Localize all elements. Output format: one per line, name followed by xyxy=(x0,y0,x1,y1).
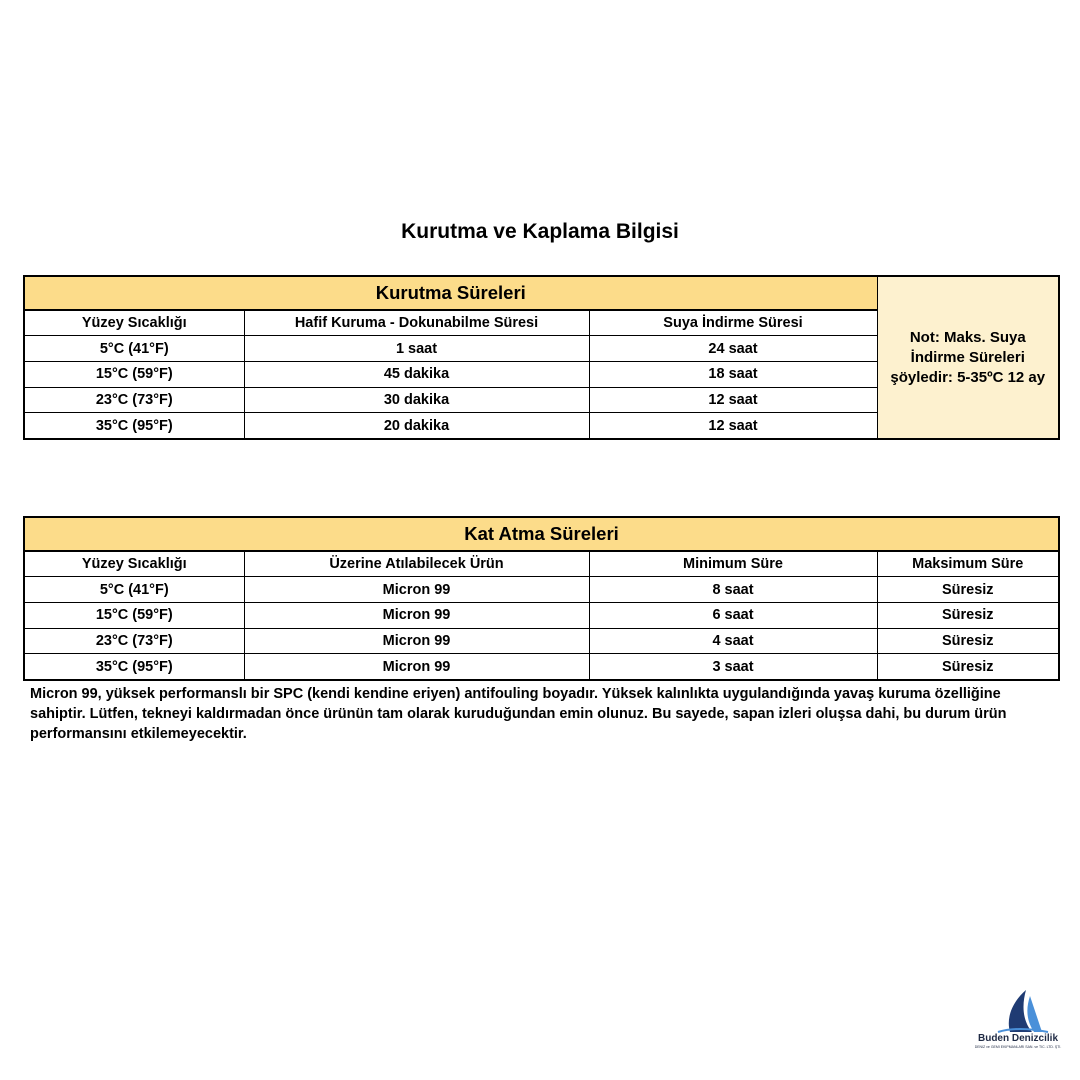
recoat-header-row xyxy=(24,551,1059,577)
column-header: Üzerine Atılabilecek Ürün xyxy=(244,551,589,577)
table-cell: 30 dakika xyxy=(244,387,589,413)
company-logo xyxy=(968,988,1072,1056)
table-cell: 1 saat xyxy=(244,336,589,362)
table-row xyxy=(24,577,1059,603)
recoat-times-table xyxy=(23,516,1060,681)
drying-table-heading: Kurutma Süreleri xyxy=(24,276,877,310)
column-header: Suya İndirme Süresi xyxy=(589,310,877,336)
column-header: Maksimum Süre xyxy=(877,551,1059,577)
column-header: Yüzey Sıcaklığı xyxy=(24,551,244,577)
table-cell: 4 saat xyxy=(589,628,877,654)
sailboat-icon xyxy=(968,988,1068,1034)
logo-name: Buden Denizcilik xyxy=(977,1033,1058,1044)
table-cell: Süresiz xyxy=(877,654,1059,680)
logo-subtitle: DENİZ ve GEMİ EKİPMANLARI SAN. ve TİC. LTD. ŞTİ. xyxy=(974,1045,1062,1049)
table-cell: 20 dakika xyxy=(244,413,589,439)
table-cell: 3 saat xyxy=(589,654,877,680)
table-cell: Süresiz xyxy=(877,603,1059,629)
table-cell: 35°C (95°F) xyxy=(24,413,244,439)
table-cell: 5°C (41°F) xyxy=(24,577,244,603)
table-cell: Micron 99 xyxy=(244,603,589,629)
table-cell: Süresiz xyxy=(877,577,1059,603)
table-cell: Micron 99 xyxy=(244,577,589,603)
table-cell: 35°C (95°F) xyxy=(24,654,244,680)
table-cell: 18 saat xyxy=(589,362,877,388)
table-cell: Süresiz xyxy=(877,628,1059,654)
table-cell: 8 saat xyxy=(589,577,877,603)
product-footnote: Micron 99, yüksek performanslı bir SPC (kendi kendine eriyen) antifouling boyadır. Yüksek kalınlıkta uygulandığında yavaş kuruma özelliğine sahiptir. Lütfen, tekneyi kaldırmadan önce ürünün tam olarak kuruduğundan emin olunuz. Bu sayede, sapan izleri oluşsa dahi, bu durum ürün performansını etkilemeyecektir. xyxy=(30,686,1007,742)
table-row xyxy=(24,628,1059,654)
table-cell: 15°C (59°F) xyxy=(24,603,244,629)
recoat-table-heading: Kat Atma Süreleri xyxy=(24,517,1059,551)
table-cell: 23°C (73°F) xyxy=(24,387,244,413)
table-cell: 15°C (59°F) xyxy=(24,362,244,388)
table-cell: 12 saat xyxy=(589,387,877,413)
table-cell: 24 saat xyxy=(589,336,877,362)
column-header: Yüzey Sıcaklığı xyxy=(24,310,244,336)
table-cell: 23°C (73°F) xyxy=(24,628,244,654)
table-cell: 6 saat xyxy=(589,603,877,629)
table-row xyxy=(24,603,1059,629)
table-cell: Micron 99 xyxy=(244,654,589,680)
drying-note: Not: Maks. Suya İndirme Süreleri şöyledir: 5-35ºC 12 ay xyxy=(877,276,1059,439)
page-title: Kurutma ve Kaplama Bilgisi xyxy=(401,220,679,243)
table-row xyxy=(24,654,1059,680)
drying-times-table xyxy=(23,275,1060,440)
table-cell: 45 dakika xyxy=(244,362,589,388)
column-header: Hafif Kuruma - Dokunabilme Süresi xyxy=(244,310,589,336)
table-cell: Micron 99 xyxy=(244,628,589,654)
table-cell: 5°C (41°F) xyxy=(24,336,244,362)
table-cell: 12 saat xyxy=(589,413,877,439)
column-header: Minimum Süre xyxy=(589,551,877,577)
